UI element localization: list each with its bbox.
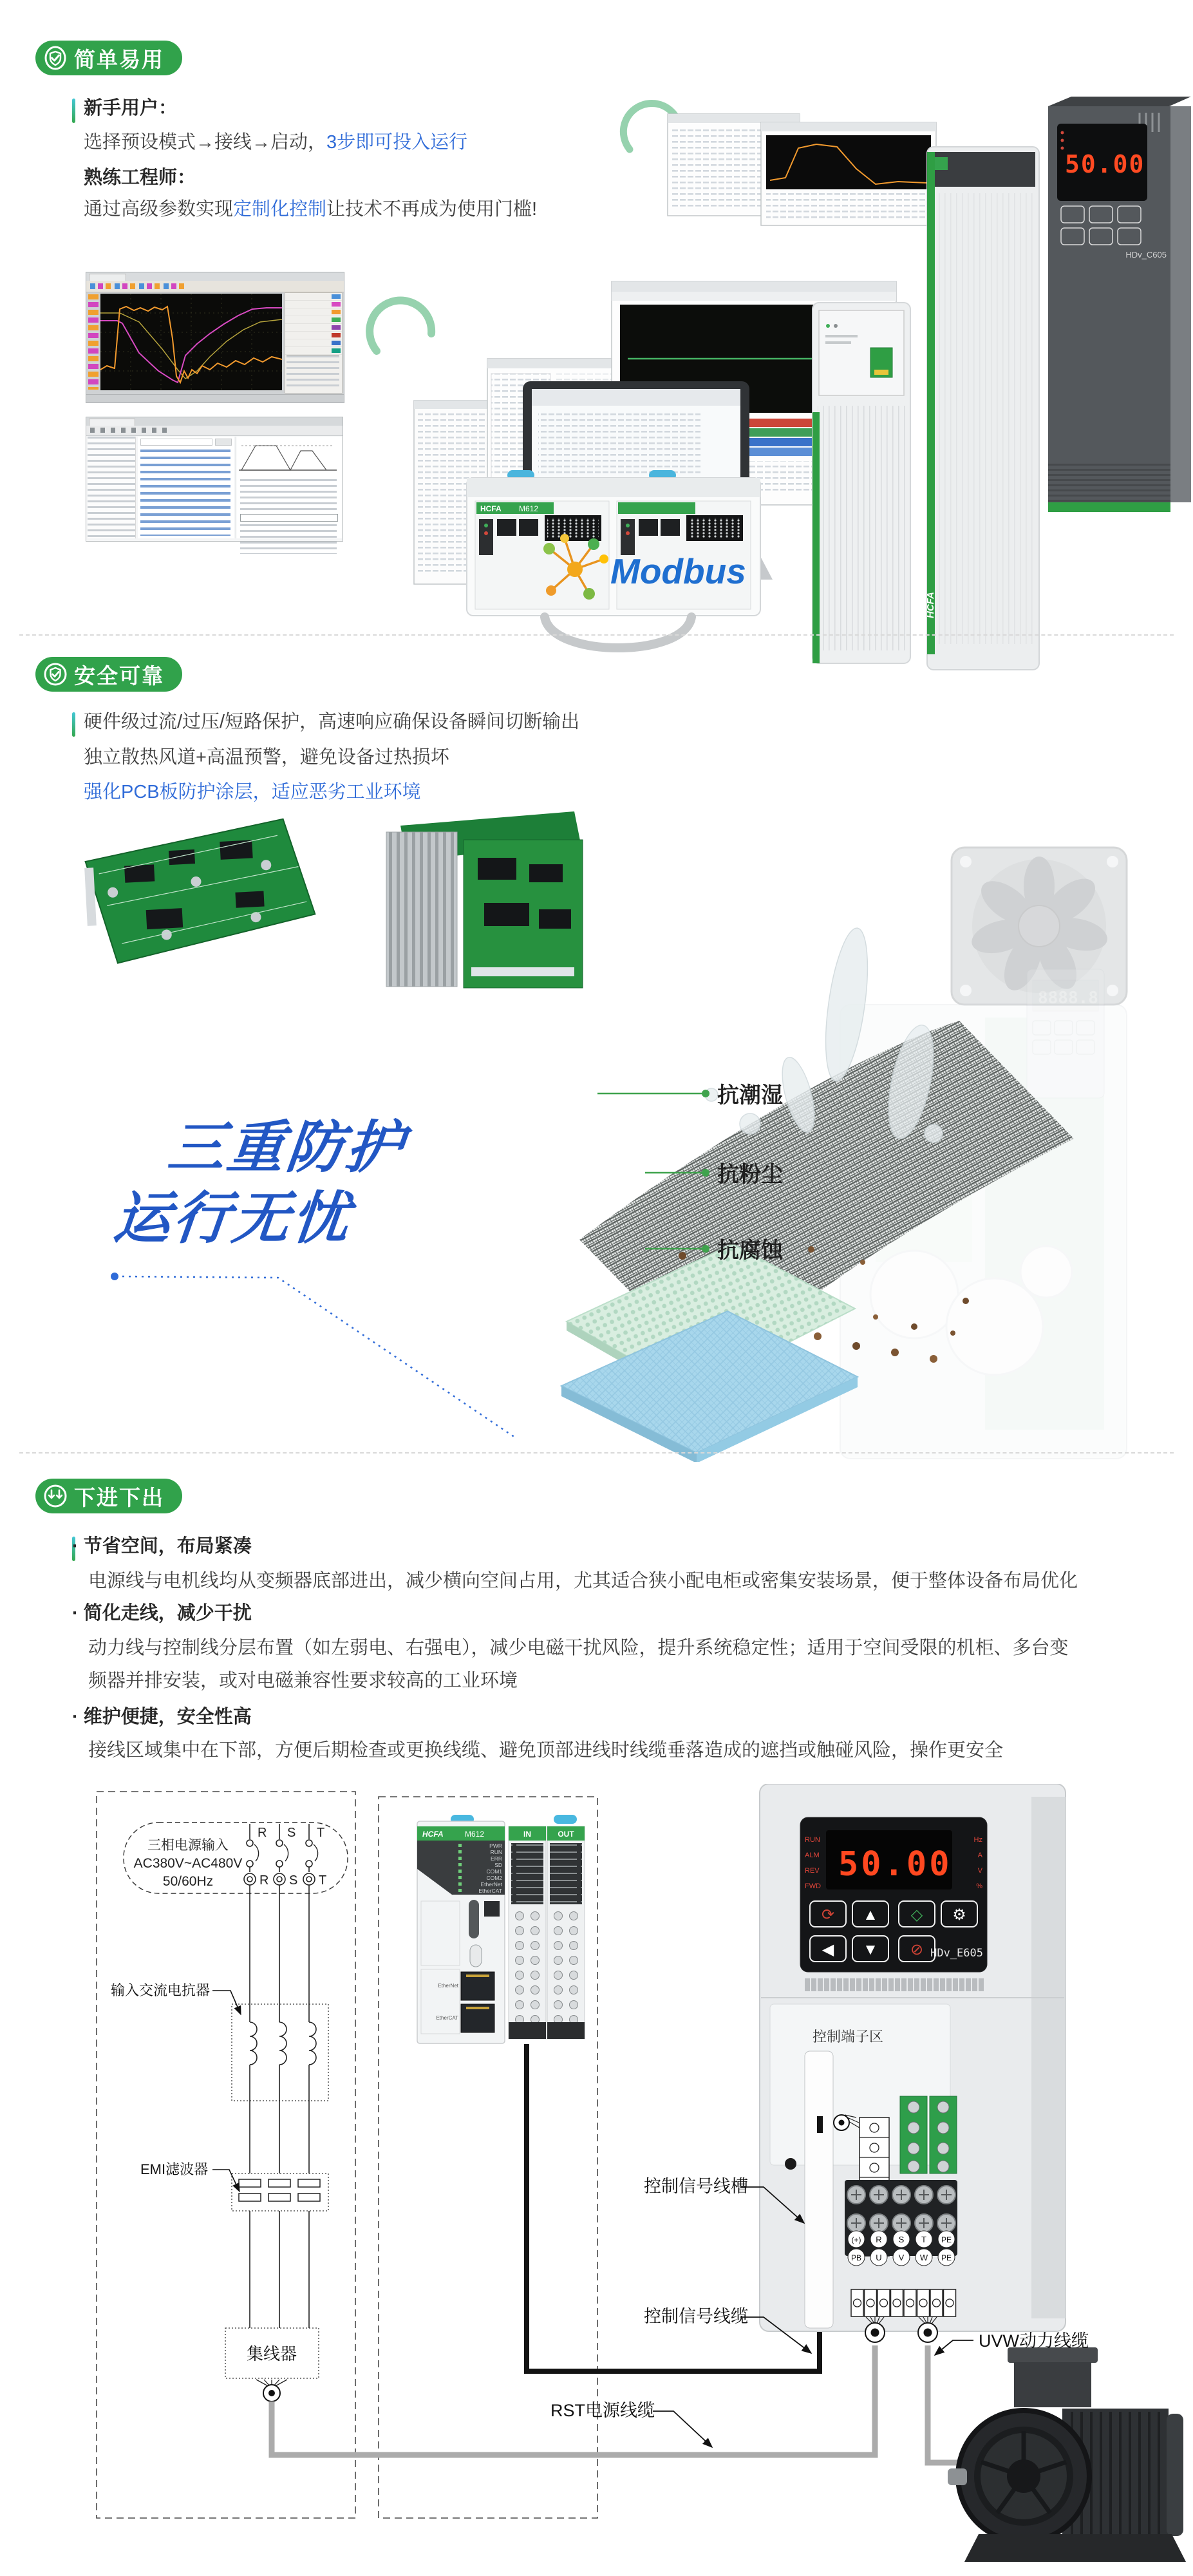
emi-label: EMI滤波器 xyxy=(140,2161,209,2177)
source-voltage: AC380V~AC480V xyxy=(133,1856,243,1871)
signal-row xyxy=(285,339,342,347)
badge-safe-label: 安全可靠 xyxy=(74,663,164,688)
novice-steps: 选择预设模式→接线→启动， xyxy=(84,132,327,153)
svg-text:T: T xyxy=(921,2235,926,2244)
rst-cable-label: RST电源线缆 xyxy=(550,2401,655,2420)
bullet3-body: 接线区域集中在下部，方便后期检查或更换线缆、避免顶部进线时线缆垂落造成的遮挡或触碰风险，操作更安全 xyxy=(88,1740,1004,1761)
phase-labels-top xyxy=(258,1826,324,1840)
badge-safe-reliable xyxy=(35,657,182,692)
reactor-leader xyxy=(212,1991,241,2014)
svg-text:R: R xyxy=(258,1826,267,1840)
svg-text:PE: PE xyxy=(941,2235,952,2244)
bullet1-body: 电源线与电机线均从变频器底部进出，减少横向空间占用，尤其适合狭小配电柜或密集安装场景，便于整体设备布局优化 xyxy=(88,1571,1078,1591)
doc-text-lines xyxy=(240,479,337,511)
uvw-power-cable xyxy=(928,2345,966,2463)
io-in-label: IN xyxy=(523,1830,531,1839)
svg-text:EtherCAT: EtherCAT xyxy=(478,1888,502,1894)
svg-text:RUN: RUN xyxy=(805,1836,820,1844)
svg-text:R: R xyxy=(876,2235,882,2244)
screw xyxy=(785,2158,796,2170)
doc-text-lines-2 xyxy=(240,524,337,554)
drive-tower-dark xyxy=(1048,97,1191,512)
power-section-box xyxy=(97,1792,355,2518)
capacitor xyxy=(946,1278,1043,1375)
signal-cable-label: 控制信号线缆 xyxy=(644,2307,748,2326)
shield-check-icon xyxy=(43,662,68,687)
scope-plot-area xyxy=(100,294,282,390)
power-terminal-block xyxy=(845,2180,957,2266)
bullet1-head: · 节省空间，布局紧凑 xyxy=(72,1536,252,1557)
down-icon: ▼ xyxy=(863,1941,878,1958)
phase-lines xyxy=(250,1824,318,2004)
svg-text:S: S xyxy=(289,1873,298,1888)
param-group-list xyxy=(138,437,234,538)
engineer-highlight: 定制化控制 xyxy=(233,199,327,220)
pcb-module xyxy=(386,811,583,988)
bullet3-head: · 维护便捷，安全性高 xyxy=(72,1707,252,1727)
scope-traces xyxy=(100,294,282,390)
badge-bottom-in-out xyxy=(35,1479,182,1513)
novice-head: 新手用户： xyxy=(84,98,178,118)
rj45-port xyxy=(661,519,680,536)
pcb-board xyxy=(82,818,317,965)
scope-statusbar xyxy=(86,394,344,402)
signal-row xyxy=(285,308,342,316)
badge-easy-label: 简单易用 xyxy=(74,47,164,71)
stop-icon: ⊘ xyxy=(910,1941,924,1958)
label-anti-moisture: 抗潮湿 xyxy=(717,1083,783,1108)
drive-tower-white xyxy=(925,147,1039,670)
svg-text:V: V xyxy=(898,2253,905,2262)
switch-contacts xyxy=(244,1840,315,1885)
label-anti-dust: 抗粉尘 xyxy=(717,1162,783,1187)
param-tree-panel xyxy=(88,437,136,538)
coupler-model: M612 xyxy=(519,504,539,513)
svg-text:PE: PE xyxy=(941,2253,952,2262)
scope-value-table xyxy=(287,355,339,390)
slogan-line-2: 运行无忧 xyxy=(111,1186,355,1250)
drive-model-label: HDv_E605 xyxy=(930,1947,983,1960)
badge-bottom-label: 下进下出 xyxy=(74,1485,164,1510)
rst-cable-leader xyxy=(653,2411,712,2447)
rst-power-cable xyxy=(272,2345,875,2455)
vfd-drive xyxy=(760,1784,1066,2342)
emi-leader xyxy=(212,2170,240,2192)
svg-text:T: T xyxy=(317,1826,325,1840)
ghost-display: 8888.8 xyxy=(1038,989,1098,1008)
source-frequency: 50/60Hz xyxy=(162,1874,214,1889)
brand-on-stripe: HCFA xyxy=(925,592,936,618)
reactor-coils xyxy=(250,2004,316,2174)
svg-text:ERR: ERR xyxy=(491,1855,502,1862)
rj45-port xyxy=(639,519,658,536)
bullet2-body-line2: 频器并排安装，或对电磁兼容性要求较高的工业环境 xyxy=(88,1671,518,1691)
scope-channel-legend xyxy=(88,294,99,390)
rj45-port xyxy=(497,519,516,536)
start-icon: ◇ xyxy=(910,1906,923,1924)
source-name: 三相电源输入 xyxy=(147,1838,229,1853)
svg-text:EtherNet: EtherNet xyxy=(438,1983,458,1989)
plc-controller xyxy=(417,1815,585,2043)
plc-io-module-in xyxy=(509,1826,546,2039)
up-icon: ▲ xyxy=(863,1906,878,1924)
settings-icon: ⚙ xyxy=(952,1906,966,1924)
svg-text:A: A xyxy=(977,1852,982,1859)
label-anti-corrosion: 抗腐蚀 xyxy=(717,1238,783,1263)
dark-drive-model: HDv_C605 xyxy=(1125,250,1167,260)
accel-curve-figure xyxy=(236,437,339,477)
engineer-pre: 通过高级参数实现 xyxy=(84,199,234,220)
motor-base xyxy=(964,2534,1186,2562)
parameter-software-screenshot xyxy=(86,417,343,542)
param-doc-panel xyxy=(236,437,342,538)
shield-check-icon xyxy=(43,46,68,70)
svg-text:EtherCAT: EtherCAT xyxy=(436,2015,458,2021)
signal-row xyxy=(285,332,342,339)
phase-labels-terminal xyxy=(259,1873,326,1888)
engineer-head: 熟练工程师： xyxy=(84,167,196,188)
uvw-cable-label: UVW动力线缆 xyxy=(979,2331,1089,2351)
signal-row xyxy=(285,347,342,355)
safety-line-3: 强化PCB板防护涂层，适应恶劣工业环境 xyxy=(84,782,421,802)
signal-row xyxy=(285,316,342,324)
section-divider xyxy=(19,634,1174,636)
svg-text:%: % xyxy=(976,1882,982,1890)
motor-shaft xyxy=(948,2468,967,2485)
svg-text:REV: REV xyxy=(805,1867,820,1875)
control-terminal-area-label: 控制端子区 xyxy=(813,2029,884,2045)
slogan-line-1: 三重防护 xyxy=(165,1115,409,1179)
novice-steps-highlight: 3步即可投入运行 xyxy=(326,132,468,153)
emi-through-lines xyxy=(250,2211,309,2328)
svg-text:FWD: FWD xyxy=(805,1882,822,1890)
svg-text:SD: SD xyxy=(494,1862,502,1868)
dark-drive-frequency: 50.00 xyxy=(1065,150,1145,178)
accent-bar-2 xyxy=(72,712,75,737)
reactor-label: 输入交流电抗器 xyxy=(111,1982,211,1998)
safety-line-1: 硬件级过流/过压/短路保护，高速响应确保设备瞬间切断输出 xyxy=(84,712,580,732)
scope-software-screenshot xyxy=(86,272,344,403)
svg-text:COM1: COM1 xyxy=(486,1868,502,1875)
green-arc-icon xyxy=(370,301,431,351)
motor xyxy=(948,2347,1186,2562)
svg-text:COM2: COM2 xyxy=(486,1875,502,1881)
product-collage xyxy=(361,84,1193,696)
io-out-label: OUT xyxy=(558,1830,574,1839)
svg-text:EtherNet: EtherNet xyxy=(480,1881,502,1888)
plc-brand: HCFA xyxy=(422,1830,444,1839)
qr-code xyxy=(484,1901,500,1917)
param-toolbar-icons xyxy=(90,428,167,433)
modbus-label: Modbus xyxy=(610,551,746,591)
svg-text:S: S xyxy=(898,2235,905,2244)
badge-easy-to-use xyxy=(35,41,182,75)
usb-port xyxy=(470,1945,482,1967)
blue-clip xyxy=(554,1815,577,1824)
bullet2-body-line1: 动力线与控制线分层布置（如左弱电、右强电），减少电磁干扰风险，提升系统稳定性；适用于空间受限的机柜、多台变 xyxy=(88,1638,1069,1658)
bullet2-head: · 简化走线，减少干扰 xyxy=(72,1603,252,1624)
svg-text:(+): (+) xyxy=(851,2235,861,2244)
drive-tower-comm xyxy=(813,303,910,663)
svg-text:W: W xyxy=(919,2253,928,2262)
emi-elements xyxy=(239,2179,320,2201)
signal-row xyxy=(285,293,342,301)
signal-duct-label: 控制信号线槽 xyxy=(644,2177,748,2196)
doc-table-row xyxy=(240,514,338,522)
accent-bar-1 xyxy=(72,99,75,123)
signal-row xyxy=(285,324,342,332)
engineer-post: 让技术不再成为使用门槛! xyxy=(326,199,538,220)
reverse-icon: ⟳ xyxy=(821,1906,835,1924)
svg-text:V: V xyxy=(977,1867,982,1875)
uvw-cable-leader xyxy=(935,2340,973,2355)
signal-row xyxy=(285,301,342,308)
floating-window-small-2 xyxy=(761,122,936,225)
svg-text:S: S xyxy=(287,1826,296,1840)
rj45-port xyxy=(519,519,538,536)
trace-olive xyxy=(100,313,282,379)
param-links xyxy=(140,450,230,536)
svg-text:RUN: RUN xyxy=(490,1849,502,1855)
coupler-brand: HCFA xyxy=(480,504,502,513)
svg-text:PWR: PWR xyxy=(489,1842,502,1849)
svg-text:Hz: Hz xyxy=(973,1836,982,1844)
scope-signal-panel xyxy=(285,292,343,393)
scope-toolbar-icons xyxy=(90,283,187,289)
plc-io-module-out xyxy=(547,1826,585,2039)
safety-line-2: 独立散热风道+高温预警，避免设备过热损坏 xyxy=(84,747,449,768)
cable-gland-row xyxy=(851,2289,956,2342)
left-icon: ◀ xyxy=(822,1941,834,1958)
cable-stub xyxy=(817,2116,823,2133)
leader-dot xyxy=(111,1273,118,1280)
wiring-diagram xyxy=(64,1784,1193,2576)
svg-text:R: R xyxy=(259,1873,269,1888)
svg-text:U: U xyxy=(876,2253,882,2262)
plc-model: M612 xyxy=(465,1830,485,1839)
leader-dotted-line xyxy=(122,1276,515,1437)
svg-text:PB: PB xyxy=(850,2253,862,2262)
sd-card-slot xyxy=(469,1900,479,1938)
section-divider xyxy=(19,1452,1174,1454)
scope-grid xyxy=(100,294,282,390)
svg-text:T: T xyxy=(319,1873,327,1888)
signal-duct-channel xyxy=(805,2051,833,2328)
vent-strip xyxy=(805,1978,985,1991)
svg-text:ALM: ALM xyxy=(805,1852,820,1859)
drive-frequency-value: 50.00 xyxy=(838,1845,952,1884)
carry-handle xyxy=(545,617,691,648)
param-search-button xyxy=(215,439,232,446)
hub-label: 集线器 xyxy=(246,2344,297,2363)
param-search-input xyxy=(140,439,212,446)
down-arrows-icon xyxy=(43,1484,68,1508)
capacitor xyxy=(1020,1246,1072,1298)
